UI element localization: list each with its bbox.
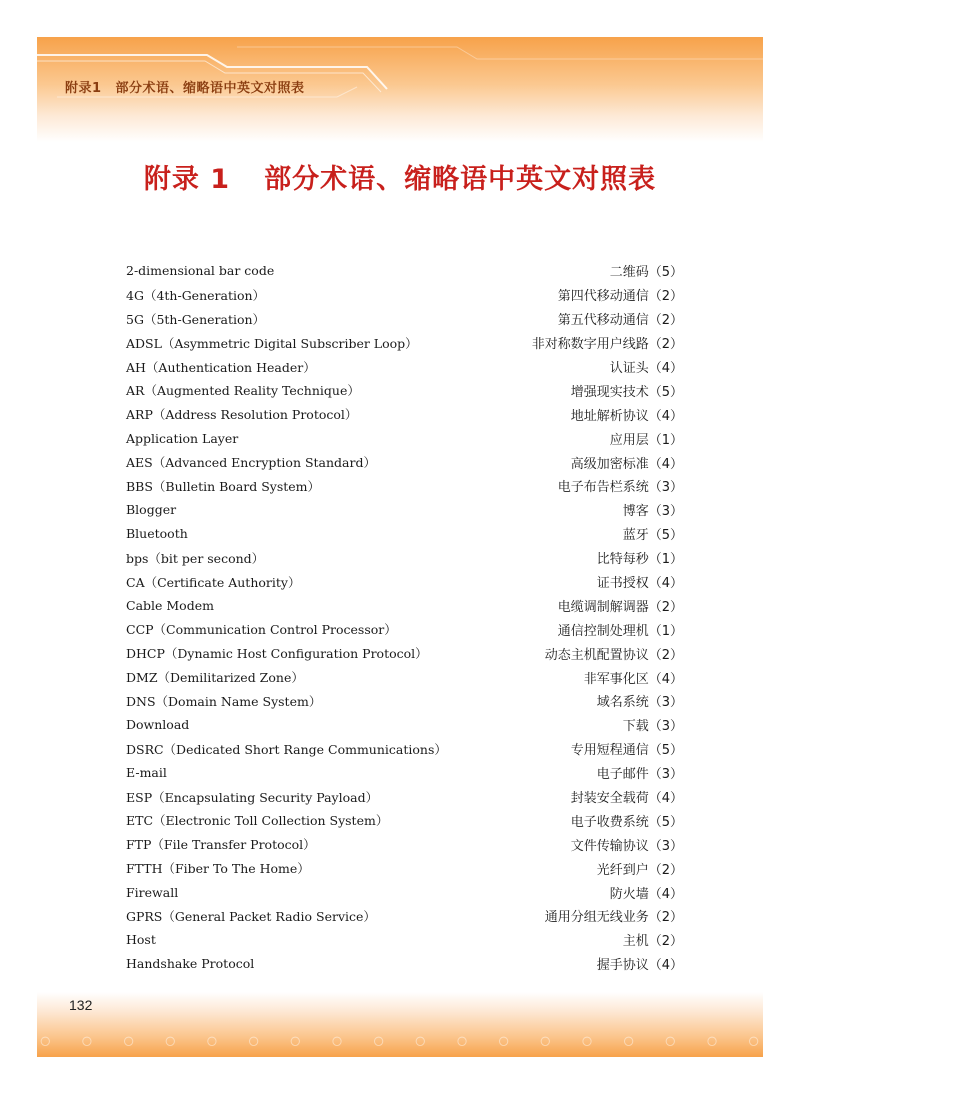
glossary-entry <box>126 617 683 641</box>
term-english: DMZ（Demilitarized Zone） <box>126 670 304 686</box>
glossary-entry <box>126 928 683 952</box>
term-english: CCP（Communication Control Processor） <box>126 622 397 638</box>
term-chinese: 电子布告栏系统（3） <box>557 480 683 496</box>
term-english: CA（Certificate Authority） <box>126 574 301 590</box>
glossary-entry <box>126 307 683 331</box>
term-chinese: 博客（3） <box>622 504 683 520</box>
glossary-entry <box>126 426 683 450</box>
term-chinese: 认证头（4） <box>609 361 683 376</box>
glossary-entry <box>126 283 683 307</box>
term-english: BBS（Bulletin Board System） <box>126 478 321 494</box>
term-english: GPRS（General Packet Radio Service） <box>126 908 376 924</box>
glossary-entry <box>126 761 683 785</box>
glossary-entry <box>126 713 683 737</box>
term-chinese: 非对称数字用户线路（2） <box>531 337 683 353</box>
term-chinese: 蓝牙（5） <box>622 528 683 544</box>
glossary-entry <box>126 259 683 283</box>
glossary-entry <box>126 522 683 546</box>
glossary-entry <box>126 737 683 761</box>
running-head-number: 附录1 <box>65 81 102 96</box>
glossary-entry <box>126 785 683 809</box>
term-chinese: 地址解析协议（4） <box>570 408 683 424</box>
glossary-entry <box>126 641 683 665</box>
glossary-entry <box>126 355 683 379</box>
glossary-entry <box>126 880 683 904</box>
footer-band <box>37 992 978 1058</box>
term-chinese: 电子收费系统（5） <box>570 814 683 830</box>
term-chinese: 主机（2） <box>622 934 683 950</box>
glossary-entry <box>126 378 683 402</box>
term-chinese: 比特每秒（1） <box>596 552 683 568</box>
page-number: 132 <box>69 997 93 1013</box>
term-chinese: 增强现实技术（5） <box>570 384 683 400</box>
term-chinese: 第四代移动通信（2） <box>557 289 683 305</box>
term-english: bps（bit per second） <box>126 550 265 566</box>
appendix-number: 附录 1 <box>143 164 231 195</box>
term-chinese: 通信控制处理机（1） <box>557 623 683 639</box>
glossary-entry <box>126 498 683 522</box>
term-english: AH（Authentication Header） <box>126 359 316 375</box>
term-english: AR（Augmented Reality Technique） <box>126 383 360 399</box>
term-english: Cable Modem <box>126 597 214 613</box>
term-chinese: 光纤到户（2） <box>596 862 683 878</box>
term-chinese: 专用短程通信（5） <box>570 743 683 759</box>
glossary-entry <box>126 808 683 832</box>
term-chinese: 封装安全载荷（4） <box>570 791 683 807</box>
glossary-entry <box>126 856 683 880</box>
term-english: FTTH（Fiber To The Home） <box>126 861 310 877</box>
glossary-list <box>126 259 683 976</box>
term-english: DNS（Domain Name System） <box>126 693 322 709</box>
term-english: ARP（Address Resolution Protocol） <box>126 407 358 423</box>
term-english: Application Layer <box>126 430 239 446</box>
term-english: 2-dimensional bar code <box>126 263 275 279</box>
term-english: 4G（4th-Generation） <box>126 287 266 303</box>
term-chinese: 证书授权（4） <box>596 576 683 592</box>
term-english: ADSL（Asymmetric Digital Subscriber Loop） <box>126 335 418 351</box>
running-head-text: 部分术语、缩略语中英文对照表 <box>115 81 305 96</box>
term-chinese: 电缆调制解调器（2） <box>557 599 683 615</box>
term-chinese: 高级加密标准（4） <box>570 456 683 472</box>
glossary-entry <box>126 546 683 570</box>
glossary-entry <box>126 593 683 617</box>
header-band <box>37 37 763 142</box>
term-chinese: 二维码（5） <box>609 265 683 281</box>
term-english: Host <box>126 932 156 948</box>
term-english: Handshake Protocol <box>126 956 255 972</box>
footer-watermark-pattern: ◦ ◦ ◦ ◦ ◦ ◦ ◦ ◦ ◦ ◦ ◦ ◦ ◦ ◦ ◦ ◦ ◦ ◦ ◦ ◦ ◦ ◦ ◦ <box>37 1028 978 1058</box>
term-chinese: 握手协议（4） <box>596 958 683 974</box>
term-chinese: 域名系统（3） <box>596 695 683 711</box>
running-head <box>65 77 305 96</box>
term-english: AES（Advanced Encryption Standard） <box>126 455 376 471</box>
glossary-entry <box>126 832 683 856</box>
term-english: Firewall <box>126 884 179 900</box>
term-english: ESP（Encapsulating Security Payload） <box>126 789 379 805</box>
term-chinese: 通用分组无线业务（2） <box>544 910 683 926</box>
term-english: Blogger <box>126 502 177 518</box>
book-page <box>37 37 978 1058</box>
term-chinese: 文件传输协议（3） <box>570 838 683 854</box>
term-chinese: 电子邮件（3） <box>596 767 683 783</box>
glossary-entry <box>126 952 683 976</box>
glossary-entry <box>126 689 683 713</box>
term-chinese: 防火墙（4） <box>609 886 683 902</box>
term-english: DHCP（Dynamic Host Configuration Protocol） <box>126 646 428 662</box>
term-english: E-mail <box>126 765 167 781</box>
term-english: Bluetooth <box>126 526 188 542</box>
glossary-entry <box>126 665 683 689</box>
term-chinese: 非军事化区（4） <box>583 671 683 687</box>
glossary-entry <box>126 904 683 928</box>
term-chinese: 应用层（1） <box>609 432 683 448</box>
page-title <box>37 157 763 196</box>
term-english: ETC（Electronic Toll Collection System） <box>126 813 389 829</box>
glossary-entry <box>126 570 683 594</box>
glossary-entry <box>126 331 683 355</box>
glossary-entry <box>126 450 683 474</box>
glossary-entry <box>126 402 683 426</box>
term-english: 5G（5th-Generation） <box>126 311 266 327</box>
glossary-entry <box>126 474 683 498</box>
appendix-title: 部分术语、缩略语中英文对照表 <box>264 164 657 195</box>
term-english: Download <box>126 717 190 733</box>
term-english: FTP（File Transfer Protocol） <box>126 837 316 853</box>
term-chinese: 动态主机配置协议（2） <box>544 647 683 663</box>
term-english: DSRC（Dedicated Short Range Communications） <box>126 741 447 757</box>
term-chinese: 第五代移动通信（2） <box>557 313 683 329</box>
term-chinese: 下载（3） <box>622 719 683 735</box>
